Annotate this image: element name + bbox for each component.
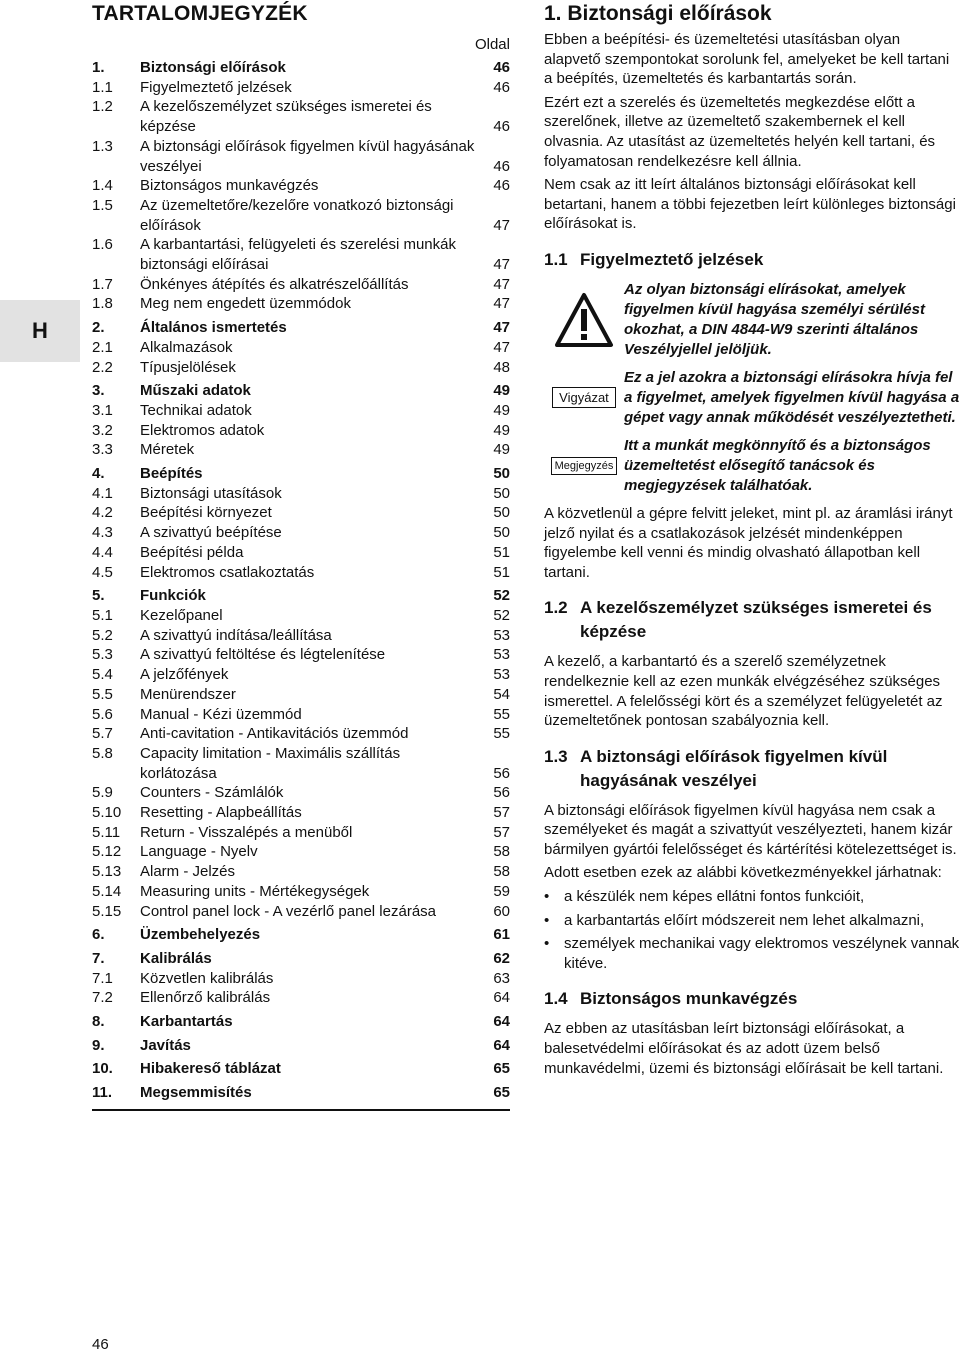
toc-entry-page: 47 xyxy=(493,319,510,337)
toc-entry xyxy=(92,823,510,843)
toc-entry xyxy=(92,235,510,274)
toc-entry xyxy=(92,1036,510,1056)
toc-entry xyxy=(92,137,510,176)
toc-entry-number: 2.1 xyxy=(92,338,113,356)
toc-entry xyxy=(92,318,510,338)
toc-entry-number: 5.8 xyxy=(92,744,113,762)
toc-entry-number: 5.12 xyxy=(92,843,122,861)
toc-entry-title: A szivattyú indítása/leállítása xyxy=(140,626,332,644)
toc-entry-number: 5.3 xyxy=(92,646,113,664)
toc-entry-title: Hibakereső táblázat xyxy=(140,1060,281,1078)
toc-entry xyxy=(92,338,510,358)
list-item: • személyek mechanikai vagy elektromos veszélynek vannak kitéve. xyxy=(544,934,960,973)
table-of-contents xyxy=(92,0,510,1111)
toc-entry-number: 10. xyxy=(92,1060,113,1078)
toc-entry-page: 49 xyxy=(493,382,510,400)
toc-entry-number: 9. xyxy=(92,1036,105,1054)
toc-entry-page: 54 xyxy=(493,685,510,703)
toc-entry-page: 49 xyxy=(493,421,510,439)
toc-entry-number: 5.7 xyxy=(92,725,113,743)
toc-entry-page: 47 xyxy=(493,256,510,274)
toc-entry-number: 5.14 xyxy=(92,882,122,900)
toc-entry-page: 50 xyxy=(493,524,510,542)
toc-entry-title: Biztonsági előírások xyxy=(140,59,286,76)
toc-list xyxy=(92,58,510,1111)
toc-entry xyxy=(92,358,510,378)
toc-entry-title: Biztonságos munkavégzés xyxy=(140,177,319,195)
toc-entry-page: 51 xyxy=(493,543,510,561)
toc-entry-page: 64 xyxy=(493,1013,510,1031)
section-heading-1: 1. Biztonsági előírások xyxy=(544,2,772,25)
list-item: • a karbantartás előírt módszereit nem lehet alkalmazni, xyxy=(544,911,960,931)
toc-entry-title: Műszaki adatok xyxy=(140,382,251,400)
toc-entry xyxy=(92,988,510,1008)
markings-paragraph: A közvetlenül a gépre felvitt jeleket, mint pl. az áramlási irányt jelző nyilat és a csatlakozások jelzését mindenképpen figyelembe kell venni és mindig olvasható állapotban kell tartani. xyxy=(544,504,953,581)
toc-entry xyxy=(92,381,510,401)
toc-entry xyxy=(92,1012,510,1032)
toc-entry-page: 56 xyxy=(493,784,510,802)
toc-entry-number: 4.4 xyxy=(92,543,113,561)
toc-entry-title: Alkalmazások xyxy=(140,338,233,356)
toc-entry-number: 1.4 xyxy=(92,177,113,195)
toc-entry-title: Önkényes átépítés és alkatrészelőállítás xyxy=(140,275,409,293)
toc-entry-title: Biztonsági utasítások xyxy=(140,484,282,502)
toc-entry-title: Capacity limitation - Maximális szállítás korlátozása xyxy=(140,744,401,782)
toc-entry-title: Return - Visszalépés a menüből xyxy=(140,823,353,841)
toc-entry-title: Kezelőpanel xyxy=(140,606,223,624)
toc-entry-page: 52 xyxy=(493,606,510,624)
toc-entry xyxy=(92,783,510,803)
toc-page-header: Oldal xyxy=(474,36,510,53)
toc-entry xyxy=(92,705,510,725)
toc-entry-page: 47 xyxy=(493,275,510,293)
note-tag: Megjegyzés xyxy=(551,457,618,475)
warning-symbol-row xyxy=(544,280,960,360)
toc-entry-page: 46 xyxy=(493,157,510,175)
toc-entry-number: 1.6 xyxy=(92,236,113,254)
toc-entry-number: 5.10 xyxy=(92,804,122,822)
safety-section xyxy=(544,0,960,1082)
section-number: 1.3 xyxy=(544,746,568,766)
toc-entry-page: 53 xyxy=(493,626,510,644)
personnel-paragraph: A kezelő, a karbantartó és a szerelő személyzetnek rendelkeznie kell az ezen munkák elvégzéséhez szükséges ismerettel. A felelősségi kört és a személyzet felügyeletét az üzemeltetőnek pontosan szabályoznia kell. xyxy=(544,653,943,730)
toc-entry-number: 11. xyxy=(92,1084,113,1102)
toc-entry-page: 49 xyxy=(493,401,510,419)
warning-symbol-text: Az olyan biztonsági elírásokat, amelyek figyelmen kívül hagyása személyi sérülést okozhat, a DIN 4844-W9 szerinti általános Veszélyjellel jelöljük. xyxy=(624,280,925,358)
toc-entry xyxy=(92,440,510,460)
caution-tag: Vigyázat xyxy=(552,387,616,408)
toc-entry xyxy=(92,401,510,421)
toc-entry-number: 8. xyxy=(92,1013,105,1031)
toc-entry-title: A szivattyú feltöltése és légtelenítése xyxy=(140,646,386,664)
section-title: Figyelmeztető jelzések xyxy=(580,249,764,269)
intro-paragraph: Ezért ezt a szerelés és üzemeltetés megkezdése előtt a szerelőnek, illetve az üzemeltető szakembernek el kell olvasnia. Az utasítást az üzemeltetés helyén kell tartani, és folyamatosan rendelkezésre kell állnia. xyxy=(544,93,936,170)
section-heading-1-1 xyxy=(544,248,960,272)
section-heading-1-3 xyxy=(544,745,960,793)
toc-entry-title: A karbantartási, felügyeleti és szerelési munkák biztonsági előírásai xyxy=(140,236,456,274)
toc-entry-number: 4.1 xyxy=(92,484,113,502)
intro-paragraph: Ebben a beépítési- és üzemeltetési utasításban olyan alapvető szempontokat sorolunk fel, amelyeket be kell tartani a beépítés, üzemeltetés és karbantartás során. xyxy=(544,31,950,88)
section-heading-1-4 xyxy=(544,987,960,1011)
toc-entry-page: 47 xyxy=(493,295,510,313)
caution-symbol-row xyxy=(544,368,960,428)
toc-entry-title: Elektromos adatok xyxy=(140,421,265,439)
toc-entry-page: 56 xyxy=(493,764,510,782)
toc-entry-page: 65 xyxy=(493,1060,510,1078)
toc-entry-number: 5.2 xyxy=(92,626,113,644)
toc-entry-title: Beépítési környezet xyxy=(140,504,272,522)
toc-entry-title: Alarm - Jelzés xyxy=(140,863,236,881)
toc-entry-page: 53 xyxy=(493,666,510,684)
toc-entry-number: 3.1 xyxy=(92,401,113,419)
toc-entry-number: 5.5 xyxy=(92,685,113,703)
toc-entry-title: Méretek xyxy=(140,441,195,459)
toc-entry-number: 5.11 xyxy=(92,823,121,841)
toc-entry-page: 60 xyxy=(493,902,510,920)
toc-entry-number: 1. xyxy=(92,59,105,76)
toc-entry-number: 1.2 xyxy=(92,98,113,116)
toc-entry-title: Közvetlen kalibrálás xyxy=(140,969,274,987)
section-number: 1.2 xyxy=(544,598,568,618)
toc-entry-title: Technikai adatok xyxy=(140,401,252,419)
toc-entry-page: 55 xyxy=(493,725,510,743)
toc-entry-number: 5.9 xyxy=(92,784,113,802)
toc-entry-number: 5. xyxy=(92,587,105,605)
safe-work-paragraph: Az ebben az utasításban leírt biztonsági előírásokat, a balesetvédelmi előírásokat és az adott üzem belső munkavédelmi, üzemi és biztonsági előírásait be kell tartani. xyxy=(544,1020,944,1077)
toc-entry xyxy=(92,563,510,583)
toc-entry-title: Counters - Számlálók xyxy=(140,784,284,802)
toc-entry xyxy=(92,803,510,823)
toc-entry-number: 4.5 xyxy=(92,563,113,581)
warning-triangle-icon xyxy=(544,280,624,360)
toc-entry-title: Resetting - Alapbeállítás xyxy=(140,804,302,822)
toc-entry xyxy=(92,586,510,606)
toc-entry-title: Figyelmeztető jelzések xyxy=(140,78,292,96)
toc-entry xyxy=(92,421,510,441)
toc-entry-title: A biztonsági előírások figyelmen kívül hagyásának veszélyei xyxy=(140,137,475,175)
toc-entry xyxy=(92,484,510,504)
toc-entry-number: 5.15 xyxy=(92,902,122,920)
toc-entry-page: 62 xyxy=(493,949,510,967)
toc-entry xyxy=(92,969,510,989)
toc-entry-title: Típusjelölések xyxy=(140,358,236,376)
toc-entry-page: 46 xyxy=(493,59,510,76)
toc-entry-title: A szivattyú beépítése xyxy=(140,524,282,542)
note-symbol-row xyxy=(544,436,960,496)
toc-entry-page: 52 xyxy=(493,587,510,605)
note-symbol-text: Itt a munkát megkönnyítő és a biztonságos üzemeltetést elősegítő tanácsok és megjegyzések találhatóak. xyxy=(624,436,931,494)
toc-entry xyxy=(92,626,510,646)
toc-entry xyxy=(92,862,510,882)
toc-entry-number: 5.4 xyxy=(92,666,113,684)
toc-entry-page: 47 xyxy=(493,216,510,234)
list-item: • a készülék nem képes ellátni fontos funkcióit, xyxy=(544,887,960,907)
toc-entry-page: 50 xyxy=(493,484,510,502)
toc-entry xyxy=(92,685,510,705)
toc-entry-number: 5.13 xyxy=(92,863,122,881)
toc-entry xyxy=(92,1083,510,1103)
toc-entry-number: 7.2 xyxy=(92,989,113,1007)
toc-entry xyxy=(92,1059,510,1079)
toc-entry-title: Megsemmisítés xyxy=(140,1084,252,1102)
toc-entry-title: Általános ismertetés xyxy=(140,319,287,337)
toc-entry xyxy=(92,902,510,922)
section-number: 1.1 xyxy=(544,249,568,269)
toc-entry-page: 49 xyxy=(493,441,510,459)
toc-entry-page: 58 xyxy=(493,843,510,861)
toc-entry-title: Menürendszer xyxy=(140,685,236,703)
toc-entry-title: Az üzemeltetőre/kezelőre vonatkozó biztonsági előírások xyxy=(140,196,454,234)
toc-entry-number: 3.3 xyxy=(92,441,113,459)
toc-page-header-row xyxy=(92,36,510,58)
toc-entry-number: 2.2 xyxy=(92,358,113,376)
toc-entry-page: 46 xyxy=(493,118,510,136)
page-number: 46 xyxy=(92,1336,109,1353)
toc-entry xyxy=(92,176,510,196)
toc-entry-page: 57 xyxy=(493,823,510,841)
toc-entry-page: 64 xyxy=(493,1036,510,1054)
toc-entry-page: 61 xyxy=(493,926,510,944)
toc-entry-title: Manual - Kézi üzemmód xyxy=(140,705,302,723)
toc-entry-number: 1.3 xyxy=(92,137,113,155)
toc-entry-page: 58 xyxy=(493,863,510,881)
toc-entry-number: 1.7 xyxy=(92,275,113,293)
toc-entry xyxy=(92,275,510,295)
toc-entry-title: Elektromos csatlakoztatás xyxy=(140,563,315,581)
toc-entry-number: 7. xyxy=(92,949,105,967)
toc-entry-page: 50 xyxy=(493,504,510,522)
toc-entry-page: 46 xyxy=(493,78,510,96)
toc-entry-page: 57 xyxy=(493,804,510,822)
toc-entry-title: Meg nem engedett üzemmódok xyxy=(140,295,351,313)
toc-entry xyxy=(92,925,510,945)
toc-entry-number: 5.1 xyxy=(92,606,113,624)
toc-entry-title: A jelzőfények xyxy=(140,666,229,684)
section-title: Biztonságos munkavégzés xyxy=(580,989,798,1009)
toc-entry-page: 65 xyxy=(493,1084,510,1102)
toc-entry-number: 5.6 xyxy=(92,705,113,723)
toc-entry xyxy=(92,464,510,484)
toc-entry-number: 4.2 xyxy=(92,504,113,522)
toc-entry-number: 1.8 xyxy=(92,295,113,313)
toc-entry xyxy=(92,97,510,136)
toc-entry-title: Javítás xyxy=(140,1036,191,1054)
toc-entry-title: Karbantartás xyxy=(140,1013,233,1031)
toc-entry xyxy=(92,294,510,314)
toc-entry-page: 55 xyxy=(493,705,510,723)
toc-entry xyxy=(92,78,510,98)
toc-entry-title: Beépítési példa xyxy=(140,543,244,561)
hazards-paragraph: A biztonsági előírások figyelmen kívül hagyása nem csak a személyeket és magát a szivattyút veszélyezteti, hanem kizár bármilyen gyártói felelősséget és kártérítési kötelezettséget is. xyxy=(544,801,957,858)
toc-entry-page: 64 xyxy=(493,989,510,1007)
toc-entry-page: 51 xyxy=(493,563,510,581)
toc-entry-title: Beépítés xyxy=(140,465,203,483)
toc-entry-title: Ellenőrző kalibrálás xyxy=(140,989,271,1007)
consequences-list xyxy=(544,887,960,973)
toc-entry xyxy=(92,949,510,969)
toc-entry-number: 3. xyxy=(92,382,105,400)
toc-entry-page: 46 xyxy=(493,177,510,195)
toc-entry-number: 2. xyxy=(92,319,105,337)
toc-entry-page: 63 xyxy=(493,969,510,987)
consequences-paragraph: Adott esetben ezek az alábbi következményekkel járhatnak: xyxy=(544,864,942,882)
toc-entry-page: 47 xyxy=(493,338,510,356)
toc-entry xyxy=(92,842,510,862)
toc-entry xyxy=(92,724,510,744)
toc-entry xyxy=(92,503,510,523)
caution-symbol-text: Ez a jel azokra a biztonsági elírásokra hívja fel a figyelmet, amelyek figyelmen kívül hagyása a gépet vagy annak működését veszélyeztetheti. xyxy=(624,368,960,426)
language-side-tab: H xyxy=(0,300,80,362)
toc-entry-page: 48 xyxy=(493,358,510,376)
toc-entry xyxy=(92,665,510,685)
toc-entry-number: 7.1 xyxy=(92,969,113,987)
toc-entry-number: 1.5 xyxy=(92,196,113,214)
toc-entry xyxy=(92,606,510,626)
toc-title: TARTALOMJEGYZÉK xyxy=(92,2,308,25)
toc-entry-title: A kezelőszemélyzet szükséges ismeretei és képzése xyxy=(140,98,432,136)
toc-entry-number: 4.3 xyxy=(92,524,113,542)
toc-entry xyxy=(92,196,510,235)
toc-entry xyxy=(92,58,510,78)
toc-entry-title: Anti-cavitation - Antikavitációs üzemmód xyxy=(140,725,409,743)
toc-entry-title: Control panel lock - A vezérlő panel lezárása xyxy=(140,902,437,920)
toc-entry-page: 53 xyxy=(493,646,510,664)
intro-paragraph: Nem csak az itt leírt általános biztonsági előírásokat kell betartani, hanem a többi fejezetben leírt különleges biztonsági előírásokat is. xyxy=(544,176,956,233)
section-title: A kezelőszemélyzet szükséges ismeretei és képzése xyxy=(580,598,932,642)
toc-entry xyxy=(92,744,510,783)
toc-entry-title: Language - Nyelv xyxy=(140,843,258,861)
toc-entry xyxy=(92,543,510,563)
toc-entry-title: Measuring units - Mértékegységek xyxy=(140,882,370,900)
toc-entry-title: Üzembehelyezés xyxy=(140,926,261,944)
toc-entry-title: Funkciók xyxy=(140,587,206,605)
section-number: 1.4 xyxy=(544,989,568,1009)
toc-entry-title: Kalibrálás xyxy=(140,949,212,967)
toc-entry-page: 50 xyxy=(493,465,510,483)
section-title: A biztonsági előírások figyelmen kívül hagyásának veszélyei xyxy=(580,746,888,790)
toc-entry xyxy=(92,645,510,665)
toc-entry xyxy=(92,882,510,902)
toc-entry xyxy=(92,523,510,543)
section-heading-1-2 xyxy=(544,596,960,644)
toc-entry-page: 59 xyxy=(493,882,510,900)
toc-entry-number: 4. xyxy=(92,465,105,483)
toc-entry-number: 3.2 xyxy=(92,421,113,439)
toc-entry-number: 1.1 xyxy=(92,78,113,96)
toc-entry-number: 6. xyxy=(92,926,105,944)
